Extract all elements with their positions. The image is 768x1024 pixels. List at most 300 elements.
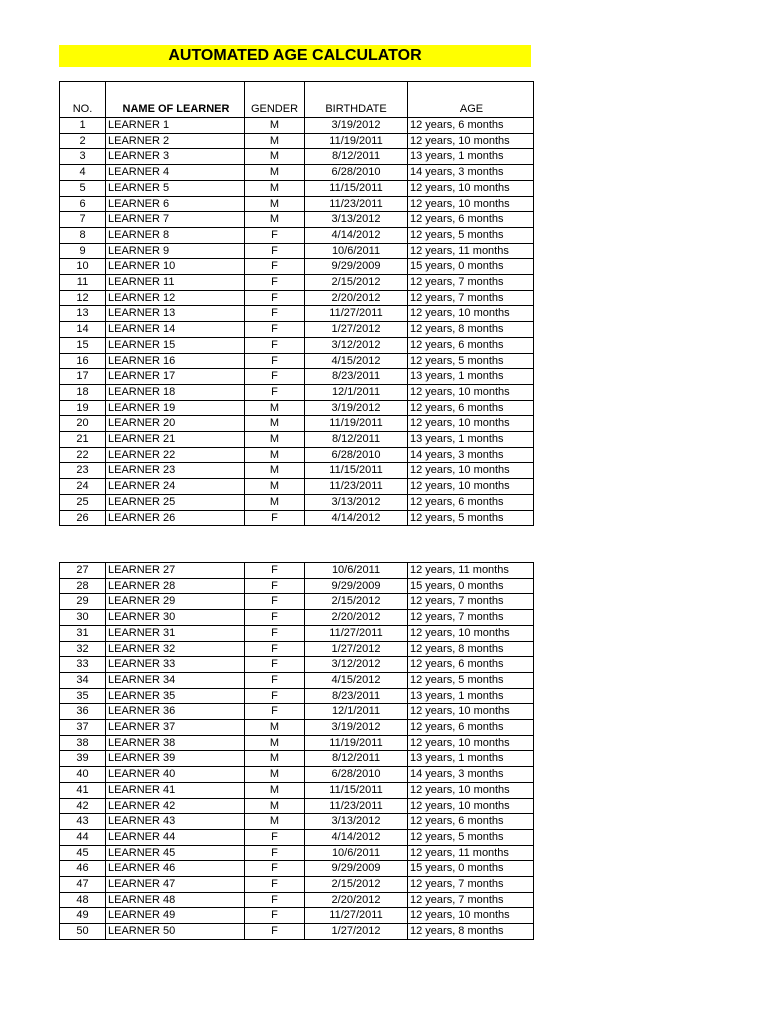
cell-gender: M (245, 735, 305, 751)
cell-birthdate: 2/15/2012 (305, 877, 408, 893)
table-row (60, 275, 534, 291)
cell-birthdate: 2/20/2012 (305, 892, 408, 908)
table-row (60, 594, 534, 610)
cell-no: 46 (60, 861, 106, 877)
cell-gender: F (245, 594, 305, 610)
cell-learner-name: LEARNER 45 (106, 845, 245, 861)
table-row (60, 212, 534, 228)
cell-birthdate: 2/20/2012 (305, 610, 408, 626)
cell-birthdate: 6/28/2010 (305, 165, 408, 181)
table-body (60, 563, 534, 940)
cell-learner-name: LEARNER 44 (106, 829, 245, 845)
cell-learner-name: LEARNER 13 (106, 306, 245, 322)
cell-no: 9 (60, 243, 106, 259)
cell-gender: M (245, 720, 305, 736)
cell-gender: F (245, 641, 305, 657)
cell-age: 12 years, 10 months (408, 306, 534, 322)
cell-no: 3 (60, 149, 106, 165)
cell-age: 12 years, 8 months (408, 641, 534, 657)
cell-birthdate: 2/20/2012 (305, 290, 408, 306)
cell-learner-name: LEARNER 36 (106, 704, 245, 720)
cell-learner-name: LEARNER 18 (106, 384, 245, 400)
cell-age: 12 years, 10 months (408, 384, 534, 400)
cell-gender: M (245, 432, 305, 448)
cell-no: 8 (60, 227, 106, 243)
table-row (60, 118, 534, 134)
table-row (60, 782, 534, 798)
table-row (60, 243, 534, 259)
page-title: AUTOMATED AGE CALCULATOR (59, 45, 531, 67)
cell-birthdate: 3/12/2012 (305, 337, 408, 353)
cell-learner-name: LEARNER 20 (106, 416, 245, 432)
cell-no: 12 (60, 290, 106, 306)
cell-gender: M (245, 133, 305, 149)
cell-birthdate: 11/15/2011 (305, 782, 408, 798)
cell-gender: M (245, 463, 305, 479)
cell-birthdate: 8/23/2011 (305, 369, 408, 385)
cell-learner-name: LEARNER 34 (106, 672, 245, 688)
cell-age: 12 years, 11 months (408, 243, 534, 259)
table-row (60, 432, 534, 448)
cell-gender: M (245, 751, 305, 767)
cell-birthdate: 11/15/2011 (305, 463, 408, 479)
cell-no: 19 (60, 400, 106, 416)
table-body (60, 118, 534, 526)
cell-no: 13 (60, 306, 106, 322)
cell-gender: M (245, 494, 305, 510)
table-row (60, 416, 534, 432)
cell-no: 5 (60, 180, 106, 196)
cell-birthdate: 3/19/2012 (305, 118, 408, 134)
cell-no: 23 (60, 463, 106, 479)
cell-no: 17 (60, 369, 106, 385)
cell-gender: M (245, 814, 305, 830)
table-row (60, 578, 534, 594)
table-row (60, 227, 534, 243)
cell-age: 12 years, 7 months (408, 610, 534, 626)
cell-birthdate: 4/15/2012 (305, 353, 408, 369)
cell-birthdate: 6/28/2010 (305, 447, 408, 463)
cell-learner-name: LEARNER 15 (106, 337, 245, 353)
cell-birthdate: 9/29/2009 (305, 259, 408, 275)
cell-gender: M (245, 479, 305, 495)
cell-birthdate: 3/19/2012 (305, 720, 408, 736)
cell-age: 12 years, 5 months (408, 672, 534, 688)
table-row (60, 563, 534, 579)
cell-learner-name: LEARNER 48 (106, 892, 245, 908)
cell-no: 34 (60, 672, 106, 688)
cell-gender: F (245, 243, 305, 259)
cell-age: 12 years, 5 months (408, 829, 534, 845)
cell-learner-name: LEARNER 6 (106, 196, 245, 212)
cell-no: 44 (60, 829, 106, 845)
cell-no: 37 (60, 720, 106, 736)
cell-age: 13 years, 1 months (408, 149, 534, 165)
cell-age: 12 years, 5 months (408, 227, 534, 243)
cell-age: 12 years, 10 months (408, 782, 534, 798)
cell-learner-name: LEARNER 46 (106, 861, 245, 877)
cell-no: 24 (60, 479, 106, 495)
cell-gender: F (245, 290, 305, 306)
cell-gender: F (245, 908, 305, 924)
cell-birthdate: 11/19/2011 (305, 416, 408, 432)
cell-no: 39 (60, 751, 106, 767)
table-row (60, 384, 534, 400)
cell-learner-name: LEARNER 3 (106, 149, 245, 165)
cell-no: 16 (60, 353, 106, 369)
cell-gender: M (245, 767, 305, 783)
cell-age: 12 years, 11 months (408, 845, 534, 861)
cell-no: 1 (60, 118, 106, 134)
cell-gender: M (245, 782, 305, 798)
table-row (60, 704, 534, 720)
cell-no: 6 (60, 196, 106, 212)
table-row (60, 767, 534, 783)
cell-no: 20 (60, 416, 106, 432)
table-row (60, 610, 534, 626)
table-row (60, 814, 534, 830)
cell-birthdate: 9/29/2009 (305, 861, 408, 877)
cell-birthdate: 11/27/2011 (305, 306, 408, 322)
table-row (60, 829, 534, 845)
cell-age: 13 years, 1 months (408, 432, 534, 448)
cell-age: 12 years, 10 months (408, 625, 534, 641)
cell-birthdate: 10/6/2011 (305, 563, 408, 579)
cell-gender: F (245, 892, 305, 908)
cell-birthdate: 1/27/2012 (305, 322, 408, 338)
table-row (60, 751, 534, 767)
cell-learner-name: LEARNER 5 (106, 180, 245, 196)
cell-gender: F (245, 306, 305, 322)
cell-birthdate: 11/27/2011 (305, 908, 408, 924)
cell-gender: M (245, 400, 305, 416)
cell-gender: M (245, 212, 305, 228)
cell-birthdate: 8/12/2011 (305, 149, 408, 165)
cell-learner-name: LEARNER 7 (106, 212, 245, 228)
table-row (60, 892, 534, 908)
cell-gender: F (245, 322, 305, 338)
cell-age: 12 years, 6 months (408, 814, 534, 830)
cell-age: 13 years, 1 months (408, 369, 534, 385)
cell-learner-name: LEARNER 8 (106, 227, 245, 243)
cell-gender: F (245, 610, 305, 626)
cell-age: 13 years, 1 months (408, 688, 534, 704)
cell-age: 12 years, 10 months (408, 908, 534, 924)
cell-no: 32 (60, 641, 106, 657)
cell-birthdate: 11/23/2011 (305, 479, 408, 495)
cell-learner-name: LEARNER 50 (106, 924, 245, 940)
cell-no: 2 (60, 133, 106, 149)
cell-birthdate: 11/27/2011 (305, 625, 408, 641)
cell-learner-name: LEARNER 2 (106, 133, 245, 149)
cell-no: 7 (60, 212, 106, 228)
cell-no: 33 (60, 657, 106, 673)
cell-no: 38 (60, 735, 106, 751)
cell-learner-name: LEARNER 31 (106, 625, 245, 641)
cell-birthdate: 3/13/2012 (305, 212, 408, 228)
cell-learner-name: LEARNER 35 (106, 688, 245, 704)
table-row (60, 196, 534, 212)
cell-no: 31 (60, 625, 106, 641)
table-row (60, 657, 534, 673)
table-row (60, 877, 534, 893)
cell-gender: F (245, 275, 305, 291)
cell-no: 27 (60, 563, 106, 579)
cell-learner-name: LEARNER 19 (106, 400, 245, 416)
cell-birthdate: 2/15/2012 (305, 594, 408, 610)
cell-learner-name: LEARNER 30 (106, 610, 245, 626)
cell-gender: F (245, 510, 305, 526)
table-row (60, 290, 534, 306)
cell-learner-name: LEARNER 29 (106, 594, 245, 610)
cell-gender: M (245, 149, 305, 165)
cell-gender: M (245, 447, 305, 463)
cell-no: 25 (60, 494, 106, 510)
cell-age: 12 years, 10 months (408, 479, 534, 495)
table-row (60, 798, 534, 814)
cell-birthdate: 10/6/2011 (305, 845, 408, 861)
cell-gender: F (245, 337, 305, 353)
cell-learner-name: LEARNER 23 (106, 463, 245, 479)
learners-table-1 (59, 81, 534, 526)
cell-age: 12 years, 8 months (408, 924, 534, 940)
cell-learner-name: LEARNER 40 (106, 767, 245, 783)
table-row (60, 720, 534, 736)
table-row (60, 861, 534, 877)
table-row (60, 447, 534, 463)
cell-age: 15 years, 0 months (408, 259, 534, 275)
cell-learner-name: LEARNER 42 (106, 798, 245, 814)
cell-gender: F (245, 657, 305, 673)
cell-no: 41 (60, 782, 106, 798)
table-row (60, 494, 534, 510)
cell-age: 14 years, 3 months (408, 767, 534, 783)
cell-no: 26 (60, 510, 106, 526)
table-row (60, 735, 534, 751)
cell-birthdate: 4/14/2012 (305, 829, 408, 845)
cell-birthdate: 3/19/2012 (305, 400, 408, 416)
cell-no: 50 (60, 924, 106, 940)
table-row (60, 322, 534, 338)
cell-no: 30 (60, 610, 106, 626)
cell-birthdate: 9/29/2009 (305, 578, 408, 594)
cell-birthdate: 11/15/2011 (305, 180, 408, 196)
cell-age: 12 years, 10 months (408, 180, 534, 196)
cell-birthdate: 4/14/2012 (305, 227, 408, 243)
cell-age: 12 years, 6 months (408, 400, 534, 416)
cell-learner-name: LEARNER 28 (106, 578, 245, 594)
cell-no: 45 (60, 845, 106, 861)
table-row (60, 259, 534, 275)
table-row (60, 625, 534, 641)
table-row (60, 353, 534, 369)
cell-learner-name: LEARNER 24 (106, 479, 245, 495)
header-gender: GENDER (245, 82, 305, 118)
cell-no: 4 (60, 165, 106, 181)
cell-age: 12 years, 10 months (408, 798, 534, 814)
cell-age: 12 years, 10 months (408, 133, 534, 149)
cell-no: 29 (60, 594, 106, 610)
cell-gender: M (245, 416, 305, 432)
cell-learner-name: LEARNER 25 (106, 494, 245, 510)
cell-age: 12 years, 7 months (408, 877, 534, 893)
cell-gender: F (245, 688, 305, 704)
cell-gender: M (245, 196, 305, 212)
cell-age: 12 years, 6 months (408, 494, 534, 510)
cell-learner-name: LEARNER 11 (106, 275, 245, 291)
cell-no: 36 (60, 704, 106, 720)
cell-birthdate: 12/1/2011 (305, 704, 408, 720)
table-row (60, 641, 534, 657)
cell-age: 12 years, 6 months (408, 212, 534, 228)
cell-age: 14 years, 3 months (408, 165, 534, 181)
cell-age: 12 years, 6 months (408, 337, 534, 353)
cell-no: 49 (60, 908, 106, 924)
cell-birthdate: 4/15/2012 (305, 672, 408, 688)
cell-gender: F (245, 259, 305, 275)
cell-birthdate: 11/23/2011 (305, 196, 408, 212)
cell-age: 12 years, 6 months (408, 118, 534, 134)
cell-age: 12 years, 11 months (408, 563, 534, 579)
cell-learner-name: LEARNER 39 (106, 751, 245, 767)
cell-gender: F (245, 384, 305, 400)
cell-birthdate: 4/14/2012 (305, 510, 408, 526)
cell-learner-name: LEARNER 41 (106, 782, 245, 798)
table-row (60, 165, 534, 181)
cell-no: 28 (60, 578, 106, 594)
cell-age: 14 years, 3 months (408, 447, 534, 463)
cell-age: 12 years, 10 months (408, 463, 534, 479)
cell-age: 12 years, 7 months (408, 594, 534, 610)
cell-learner-name: LEARNER 47 (106, 877, 245, 893)
cell-birthdate: 8/12/2011 (305, 751, 408, 767)
cell-birthdate: 1/27/2012 (305, 641, 408, 657)
cell-birthdate: 3/13/2012 (305, 494, 408, 510)
cell-birthdate: 11/23/2011 (305, 798, 408, 814)
table-row (60, 688, 534, 704)
cell-gender: M (245, 165, 305, 181)
cell-learner-name: LEARNER 37 (106, 720, 245, 736)
cell-learner-name: LEARNER 10 (106, 259, 245, 275)
cell-age: 12 years, 10 months (408, 704, 534, 720)
cell-no: 35 (60, 688, 106, 704)
learners-table-2 (59, 562, 534, 940)
table-row (60, 306, 534, 322)
cell-birthdate: 10/6/2011 (305, 243, 408, 259)
cell-gender: F (245, 829, 305, 845)
cell-gender: F (245, 704, 305, 720)
table-row (60, 400, 534, 416)
cell-learner-name: LEARNER 38 (106, 735, 245, 751)
cell-no: 11 (60, 275, 106, 291)
header-no: NO. (60, 82, 106, 118)
cell-age: 12 years, 8 months (408, 322, 534, 338)
cell-no: 18 (60, 384, 106, 400)
cell-no: 22 (60, 447, 106, 463)
cell-learner-name: LEARNER 32 (106, 641, 245, 657)
cell-birthdate: 12/1/2011 (305, 384, 408, 400)
cell-birthdate: 8/23/2011 (305, 688, 408, 704)
cell-no: 21 (60, 432, 106, 448)
cell-learner-name: LEARNER 9 (106, 243, 245, 259)
cell-birthdate: 11/19/2011 (305, 735, 408, 751)
cell-birthdate: 3/13/2012 (305, 814, 408, 830)
cell-gender: F (245, 845, 305, 861)
cell-no: 43 (60, 814, 106, 830)
cell-birthdate: 6/28/2010 (305, 767, 408, 783)
cell-age: 12 years, 7 months (408, 892, 534, 908)
cell-learner-name: LEARNER 17 (106, 369, 245, 385)
header-birthdate: BIRTHDATE (305, 82, 408, 118)
cell-gender: F (245, 227, 305, 243)
table-row (60, 672, 534, 688)
cell-gender: F (245, 877, 305, 893)
cell-no: 15 (60, 337, 106, 353)
table-row (60, 845, 534, 861)
table-row (60, 149, 534, 165)
cell-gender: M (245, 118, 305, 134)
cell-gender: M (245, 180, 305, 196)
cell-age: 12 years, 10 months (408, 416, 534, 432)
cell-learner-name: LEARNER 27 (106, 563, 245, 579)
header-age: AGE (408, 82, 534, 118)
cell-age: 12 years, 5 months (408, 510, 534, 526)
cell-birthdate: 2/15/2012 (305, 275, 408, 291)
cell-learner-name: LEARNER 49 (106, 908, 245, 924)
cell-age: 15 years, 0 months (408, 861, 534, 877)
cell-birthdate: 8/12/2011 (305, 432, 408, 448)
cell-gender: F (245, 672, 305, 688)
cell-learner-name: LEARNER 43 (106, 814, 245, 830)
cell-no: 14 (60, 322, 106, 338)
cell-learner-name: LEARNER 21 (106, 432, 245, 448)
cell-age: 12 years, 5 months (408, 353, 534, 369)
cell-no: 48 (60, 892, 106, 908)
cell-gender: F (245, 353, 305, 369)
table-row (60, 510, 534, 526)
cell-gender: M (245, 798, 305, 814)
cell-learner-name: LEARNER 1 (106, 118, 245, 134)
cell-gender: F (245, 625, 305, 641)
table-row (60, 369, 534, 385)
cell-age: 12 years, 10 months (408, 196, 534, 212)
table-row (60, 463, 534, 479)
cell-gender: F (245, 924, 305, 940)
table-row (60, 908, 534, 924)
cell-age: 15 years, 0 months (408, 578, 534, 594)
cell-learner-name: LEARNER 16 (106, 353, 245, 369)
cell-birthdate: 1/27/2012 (305, 924, 408, 940)
cell-age: 12 years, 6 months (408, 720, 534, 736)
table-row (60, 180, 534, 196)
cell-learner-name: LEARNER 22 (106, 447, 245, 463)
cell-gender: F (245, 563, 305, 579)
table-row (60, 133, 534, 149)
header-name: NAME OF LEARNER (106, 82, 245, 118)
cell-no: 40 (60, 767, 106, 783)
table-row (60, 337, 534, 353)
table-row (60, 924, 534, 940)
cell-no: 10 (60, 259, 106, 275)
cell-gender: F (245, 369, 305, 385)
cell-gender: F (245, 861, 305, 877)
table-row (60, 479, 534, 495)
cell-gender: F (245, 578, 305, 594)
cell-age: 12 years, 7 months (408, 290, 534, 306)
cell-age: 12 years, 7 months (408, 275, 534, 291)
cell-learner-name: LEARNER 33 (106, 657, 245, 673)
cell-birthdate: 3/12/2012 (305, 657, 408, 673)
